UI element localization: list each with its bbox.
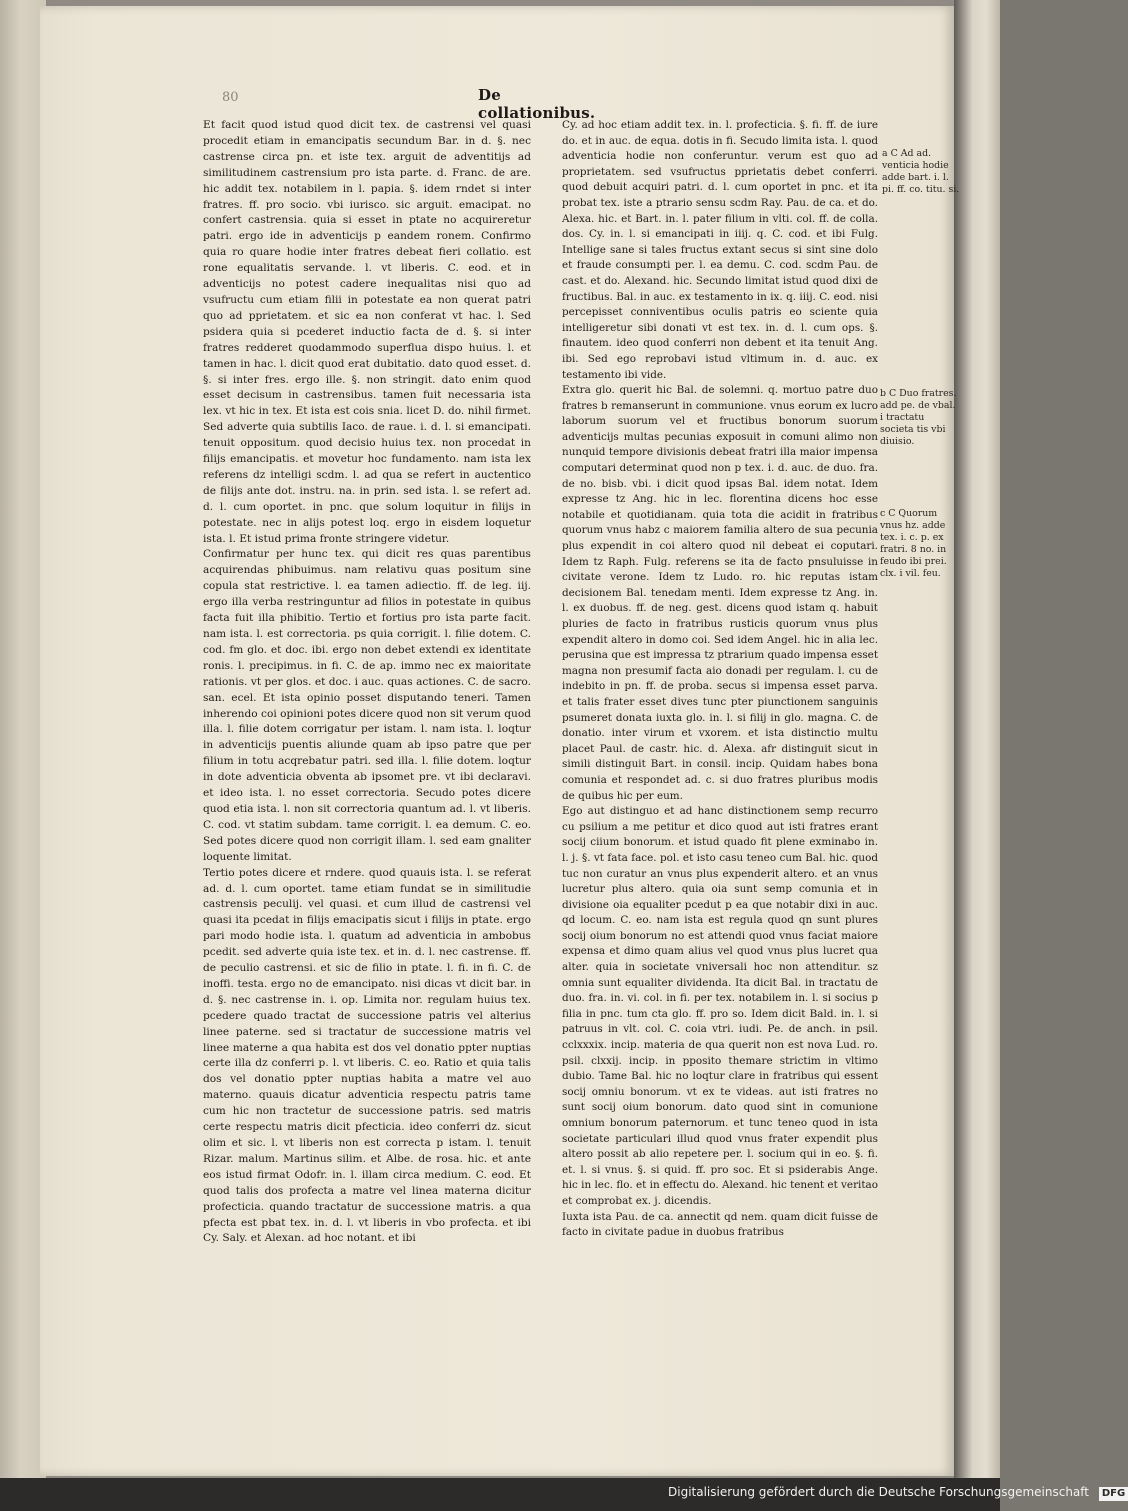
page-mark: 80 [222, 90, 239, 105]
left-paragraph-1: Et facit quod istud quod dicit tex. de castrensi vel quasi procedit etiam in emancipatis secundum Bar. in d. §. nec castrense circa pn. et iste tex. arguit de adventitijs ad similitudinem castrensium pro ista parte. d. Franc. de are. hic addit tex. notabilem in l. papia. §. idem rndet si inter fratres. ff. pro socio. vbi iurisco. sic arguit. emacipat. no confert castrensia. quia si esset in ptate no acquireretur patri. ergo ide in adventicijs p eandem ronem. Confirmo quia ro quare hodie inter fratres debeat fieri collatio. est rone equalitatis servande. l. vt liberis. C. eod. et in adventicijs no potest cadere inequalitas nisi quo ad vsufructu cum etiam filii in potestate ea non querat patri quo ad pprietatem. et sic ea non conferat vt hac. l. Sed psidera quia si pcederet inductio facta de d. §. si inter fratres redderet quodammodo superflua dispo huius. l. et tamen in hac. l. dicit quod erat dubitatio. dato quod esset. d. §. si inter fres. ergo ille. §. non stringit. dato enim quod esset decisum in castrensibus. tamen fuit necessaria ista lex. vt hic in tex. Et ista est cois snia. licet D. do. nihil firmet. Sed adverte quia subtilis Iaco. de raue. i. d. l. si emancipati. tenuit oppositum. quod decisio huius tex. non procedat in filijs emancipatis. et movetur hoc fundamento. nam ista lex referens dz intelligi scdm. l. ad qua se refert in auctentico de filijs ante dot. instru. na. in prin. sed ista. l. se refert ad. d. l. cum oportet. in pnc. que solum loquitur in filijs in potestate. nec in alijs potest loq. ergo in eisdem loquetur ista. l. Et istud prima fronte stringere videtur. [203, 119, 531, 545]
right-page-edge [954, 0, 1000, 1478]
marginal-gloss-b: b C Duo fratres. add pe. de vbal. i tractatu societa tis vbi diuisio. [880, 388, 957, 447]
marginal-gloss-a: a C Ad ad. venticia hodie adde bart. i. l. pi. ff. co. titu. si. [882, 148, 960, 195]
left-paragraph-2: Confirmatur per hunc tex. qui dicit res quas parentibus acquirendas phibuimus. nam relativu quas positum sine copula stat restrictive. l. ea tamen adiectio. ff. de leg. iij. ergo illa verba restringuntur ad filios in potestate in quibus facta fuit illa phibitio. Tertio et fortius pro ista parte facit. nam ista. l. est correctoria. ps quia corrigit. l. filie dotem. C. cod. fm glo. et doc. ibi. ergo non debet extendi ex identitate ronis. l. precipimus. in fi. C. de ap. immo nec ex maioritate rationis. vt per glos. et doc. i auc. quas actiones. C. de sacro. san. ecel. Et ista opinio posset disputando teneri. Tamen inherendo coi opinioni potes dicere quod non sit verum quod illa. l. filie dotem corrigatur per istam. l. nam ista. l. loqtur in adventicijs puentis aliunde quam ab ipso patre que per filium in totu acqrebatur patri. sed illa. l. filie dotem. loqtur in dote adventicia obventa ab ipsomet pre. vt ibi declaravi. et ideo ista. l. no esset correctoria. Secudo potes dicere quod etia ista. l. non sit correctoria quantum ad. l. vt liberis. C. cod. vt statim subdam. tame corrigit. l. ea demum. C. eo. Sed potes dicere quod non corrigit illam. l. sed eam gnaliter loquente limitat. [203, 548, 531, 863]
right-paragraph-1: Cy. ad hoc etiam addit tex. in. l. profecticia. §. fi. ff. de iure do. et in auc. de equa. dotis in fi. Secudo limita ista. l. quod adventicia hodie non conferuntur. verum est quo ad proprietatem. sed vsufructus pprietatis debet conferri. quod debuit acquiri patri. d. l. cum oportet in pnc. et ita probat tex. iste a ptrario sensu scdm Ray. Pau. de ca. et do. Alexa. hic. et Bart. in. l. pater filium in vlti. col. ff. de colla. dos. Cy. in. l. si emancipati in iiij. q. C. cod. et ibi Fulg. Intellige sane si tales fructus extant secus si sint sine dolo et fraude consumpti per. l. ea demu. C. cod. scdm Pau. de cast. et do. Alexand. hic. Secundo limitat istud quod dixi de fructibus. Bal. in auc. ex testamento in ix. q. iiij. C. eod. nisi percepisset conniventibus oculis patris eo sciente quia intelligeretur sibi donati vt est tex. in. d. l. cum ops. §. finautem. ideo quod conferri non debent et ita tenuit Ang. ibi. Sed ego reprobavi istud vltimum in. d. auc. ex testamento ibi vide. [562, 119, 878, 381]
right-paragraph-4: Iuxta ista Pau. de ca. annectit qd nem. quam dicit fuisse de facto in civitate padue in duobus fratribus [562, 1210, 878, 1239]
credit-text: Digitalisierung gefördert durch die Deutsche Forschungsgemeinschaft [668, 1485, 1090, 1499]
left-text-column [203, 118, 531, 1268]
digitization-credit [668, 1485, 1126, 1501]
dfg-logo: DFG [1099, 1487, 1128, 1501]
right-paragraph-2: Extra glo. querit hic Bal. de solemni. q. mortuo patre duo fratres b remanserunt in communione. vnus eorum ex lucro laborum suorum vel et fructibus bonorum suorum adventicijs multas pecunias exposuit in comuni alimo non nunquid tempore divisionis debeat fratri illa maior impensa computari determinat quod non p tex. i. d. auc. de duo. fra. de no. bisb. vbi. i dicit quod ipsas Bal. idem notat. Idem expresse tz Ang. hic in lec. florentina dicens hoc esse notabile et quotidianam. quia tota die acidit in fratribus quorum vnus habz c maiorem familia altero de sua pecunia plus expendit in coi altero quod nil debeat ei coputari. Idem tz Raph. Fulg. referens se ita de facto pnsuluisse in civitate verone. Idem tz Ludo. ro. hic reputas istam decisionem Bal. tenedam menti. Idem expresse tz Ang. in. l. ex duobus. ff. de neg. gest. dicens quod istam q. habuit pluries de facto in fratribus rusticis quorum vnus plus expendit altero in domo coi. Sed idem Angel. hic in alia lec. perusina que est impressa tz ptrarium quado impensa esset magna non presumif facta aio donadi per regulam. l. cu de indebito in pn. ff. de proba. secus si impensa esset parva. et talis frater esset dives tunc pter piunctionem sanguinis psumeret donata iuxta glo. in. l. si filij in glo. magna. C. de donatio. inter virum et vxorem. et ista distinctio multu placet Paul. de castr. hic. d. Alexa. afr distinguit sicut in simili distinguit Bart. in consil. incip. Quidam habes bona comunia et respondet ad. c. si duo fratres pluribus modis de quibus hic per eum. [562, 384, 878, 802]
right-paragraph-3: Ego aut distinguo et ad hanc distinctionem semp recurro cu psilium a me petitur et dico quod aut isti fratres erant socij ciium bonorum. et istud quado fit plene exminabo in. l. j. §. vt fata face. pol. et isto casu teneo cum Bal. hic. quod tuc non curatur an vnus plus expenderit altero. et an vnus lucretur plus altero. quia oia sunt semp comunia et in divisione oia equaliter pcedut p ea que notabir dixi in auc. qd locum. C. eo. nam ista est regula quod qn sunt plures socij oium bonorum no est attendi quod vnus faciat maiore expensa et dimo quam alius vel quod vnus plus lucret qua alter. quia in societate vniversali hoc non attenditur. sz omnia sunt equaliter dividenda. Ita dicit Bal. in tractatu de duo. fra. in. vi. col. in fi. per tex. notabilem in. l. si socius p filia in pnc. tum cta glo. ff. pro so. Idem dicit Bald. in. l. si patruus in vlt. col. C. coia vtri. iudi. Pe. de anch. in psil. cclxxxix. incip. materia de qua querit non est nova Lud. ro. psil. clxxij. incip. in pposito themare strictim in vltimo dubio. Tame Bal. hic no loqtur clare in fratribus qui essent socij omniu bonorum. vt ex te videas. aut isti fratres no sunt socij oium bonorum. dato quod sint in comunione omnium bonorum paternorum. et tunc teneo quod in ista societate particulari illud quod vnus frater expendit plus altero possit ab alio repetere per. l. socium qui in eo. §. fi. et. l. si vnus. §. si quid. ff. pro soc. Et si psiderabis Ange. hic in lec. flo. et in effectu do. Alexand. hic tenent et veritao et comprobat ex. j. dicendis. [562, 805, 878, 1207]
running-head: De collationibus. [478, 86, 596, 122]
marginal-gloss-c: c C Quorum vnus hz. adde tex. i. c. p. ex fratri. 8 no. in feudo ibi prei. clx. i vil. feu. [880, 508, 947, 579]
left-paragraph-3: Tertio potes dicere et rndere. quod quauis ista. l. se referat ad. d. l. cum oportet. tame etiam fundat se in similitudie castrensis peculij. vel quasi. et cum illud de castrensi vel quasi ita pcedat in filijs emacipatis sicut i filijs in ptate. ergo pari modo hodie ista. l. quatum ad adventicia in ambobus pcedit. sed adverte quia iste tex. et in. d. l. nec castrense. ff. de peculio castrensi. et sic de filio in ptate. l. fi. in fi. C. de inoffi. testa. ergo no de emancipato. nisi dicas vt dicit bar. in d. §. nec castrense in. i. op. Limita nor. regulam huius tex. pcedere quado tractat de successione patris vel alterius linee paterne. sed si tractatur de successione matris vel linee materne a qua habita est dos vel donatio ppter nuptias certe illa dz conferri p. l. vt liberis. C. eo. Ratio et quia talis dos vel donatio ppter nuptias habita a matre vel auo materno. quauis dicatur adventicia respectu patris tame cum hic non tractetur de successione patris. sed matris certe respectu matris dicit pfecticia. ideo conferri dz. sicut olim et sic. l. vt liberis non est correcta p istam. l. tenuit Rizar. malum. Martinus silim. et Albe. de rosa. hic. et ante eos istud firmat Odofr. in. l. illam circa medium. C. eod. Et quod talis dos profecta a matre vel linea materna dicitur profecticia. quando tractatur de successione matris. a qua pfecta est pbat tex. in. d. l. vt liberis in vbo profecta. et ibi Cy. Saly. et Alexan. ad hoc notant. et ibi [203, 866, 531, 1245]
right-text-column [562, 118, 878, 1268]
